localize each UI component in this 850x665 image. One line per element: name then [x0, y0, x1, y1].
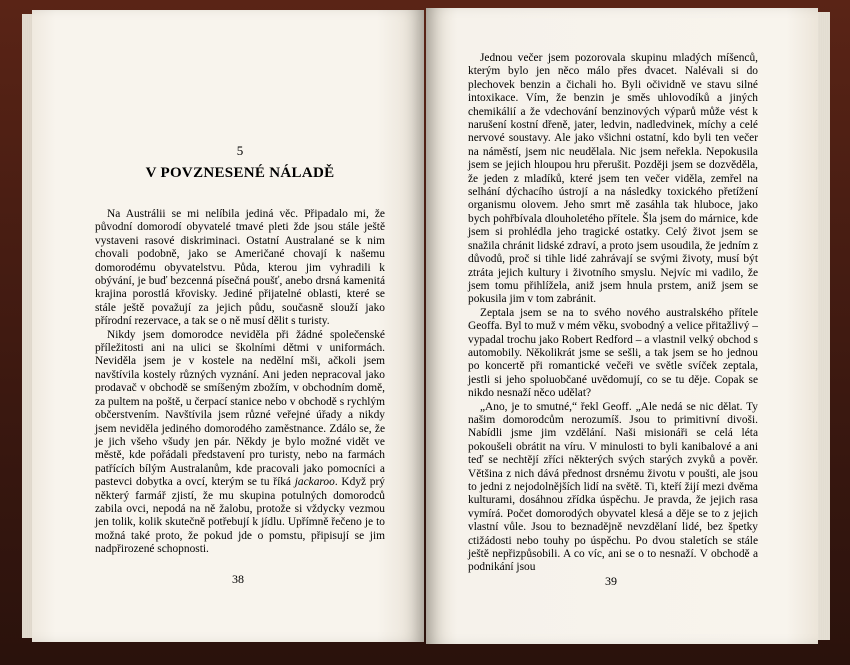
page-edges-left: [22, 14, 32, 638]
paragraph: Jednou večer jsem pozorovala skupinu mladých míšenců, kterým bylo jen něco málo přes dvacet. Nalévali si do plechovek benzin a čichali ho. Byli očividně ve stavu silné intoxikace. Vím, že benzin je směs uhlovodíků a jiných chemikálií a že vdechování benzinových výparů může vést k narušení kostní dřeně, jater, ledvin, nadledvinek, míchy a celé nervové soustavy. Ale jako všichni ostatní, kdo byli ten večer na náměstí, jsem nic neudělala. Nic jsem neřekla. Nepokusila jsem se jejich hloupou hru přerušit. Později jsem se dozvěděla, že jeden z mladíků, které jsem ten večer viděla, zemřel na selhání dýchacího ústrojí a na následky toxického přetížení organismu olovem. Jeho smrt mě zasáhla tak hluboce, jako bych pohřbívala dlouholetého přítele. Šla jsem do márnice, kde jsem si prohlédla jeho tragické ostatky. Celý život jsem se snažila chránit lidské zdraví, a proto jsem usoudila, že jedním z důvodů, proč si tihle lidé zahrávají se svými životy, musí být ztráta jejich kultury i životního smyslu. Nejvíc mi vadilo, že jsem tomu přihlížela, aniž jsem hnula prstem, aniž jsem se pokusila jim v tom zabránit.: [468, 52, 758, 306]
italic-term: jackaroo: [294, 476, 335, 489]
paragraph: [95, 329, 385, 557]
paragraph-text: . Když prý některý farmář zjistí, že mu skupina potulných domorodců zabila ovci, nepodá na ně žalobu, protože si vždycky vezmou jen tolik, kolik skutečně potřebují k jídlu. Upřímně řečeno je to možná také proto, že pokud jde o pomstu, připisují se jim nadpřirozené schopnosti.: [95, 476, 385, 556]
page-number-left: 38: [232, 572, 244, 586]
paragraph-text: Nikdy jsem domorodce neviděla při žádné společenské příležitosti ani na ulici se školními dětmi v uniformách. Neviděla jsem je v kostele na nedělní mši, ačkoli jsem navštívila kostely různých vyznání. Ani jeden nepracoval jako prodavač v obchodě se smíšeným zbožím, v obchodním domě, za pultem na poště, u čerpací stanice nebo v obchodě s rychlým občerstvením. Navštívila jsem různé veřejné úřady a nikdy jsem neviděla jediného domorodého zaměstnance. Zdálo se, že je jich všeho všudy jen pár. Někdy je bylo možné vidět ve městě, kde pořádali představení pro turisty, nebo na farmách patřících bílým Australanům, kde pracovali jako pomocníci a pastevci dobytka a ovcí, kterým se tu říká: [95, 328, 385, 489]
paragraph: Na Austrálii se mi nelíbila jediná věc. Připadalo mi, že původní domorodí obyvatelé tmavé pleti žde jsou stále ještě vystaveni rasové diskriminaci. Ostatní Australané se k nim chovali podobně, jako se Američané chovají k našemu domorodému obyvatelstvu. Půda, kterou jim vyhradili k obývání, je buď bezcenná písečná poušť, anebo drsná kamenitá krajina porostlá křovisky. Jediné přijatelné oblasti, které se stále ještě považují za jejich půdu, současně slouží jako přírodní rezervace, a tak se o ně musí dělit s turisty.: [95, 208, 385, 328]
left-page-body: [95, 208, 385, 557]
page-edges-right: [818, 12, 830, 640]
chapter-number: 5: [236, 143, 244, 158]
page-number-right: 39: [605, 574, 617, 588]
right-page-body: [468, 52, 758, 575]
paragraph: Zeptala jsem se na to svého nového australského přítele Geoffa. Byl to muž v mém věku, svobodný a velice přitažlivý – vypadal trochu jako Robert Redford – a vlastnil velký obchod s automobily. Několikrát jsme se sešli, a tak jsem se ho jednou po koncertě při romantické večeři ve světle svíček zeptala, jestli si jeho spoluobčané uvědomují, co se tu děje. Copak se nikdo nesnaží něco udělat?: [468, 306, 758, 400]
chapter-title: V POVZNESENÉ NÁLADĚ: [145, 165, 335, 181]
paragraph: „Ano, je to smutné,“ řekl Geoff. „Ale nedá se nic dělat. Ty našim domorodcům nerozumíš. Jsou to primitivní divoši. Nabídli jsme jim vzdělání. Naši misionáři se celá léta pokoušeli obrátit na víru. V minulosti to byli kanibalové a ani teď se nechtějí zříci některých svých starých zvyků a pověr. Většina z nich dává přednost drsnému životu v poušti, ale jsou to jedni z nejodolnějších lidí na světě. Ti, kteří žijí mezi dvěma kulturami, dosáhnou zřídka úspěchu. Je pravda, že jejich rasa vymírá. Počet domorodých obyvatel klesá a děje se to z jejich vlastní vůle. Jsou to beznadějně nevzdělaní lidé, bez špetky ctižádosti nebo touhy po úspěchu. Po dvou staletích se stále ještě nepřizpůsobili. A co víc, ani se o to nesnaží. V obchodě a podnikání jsou: [468, 400, 758, 574]
